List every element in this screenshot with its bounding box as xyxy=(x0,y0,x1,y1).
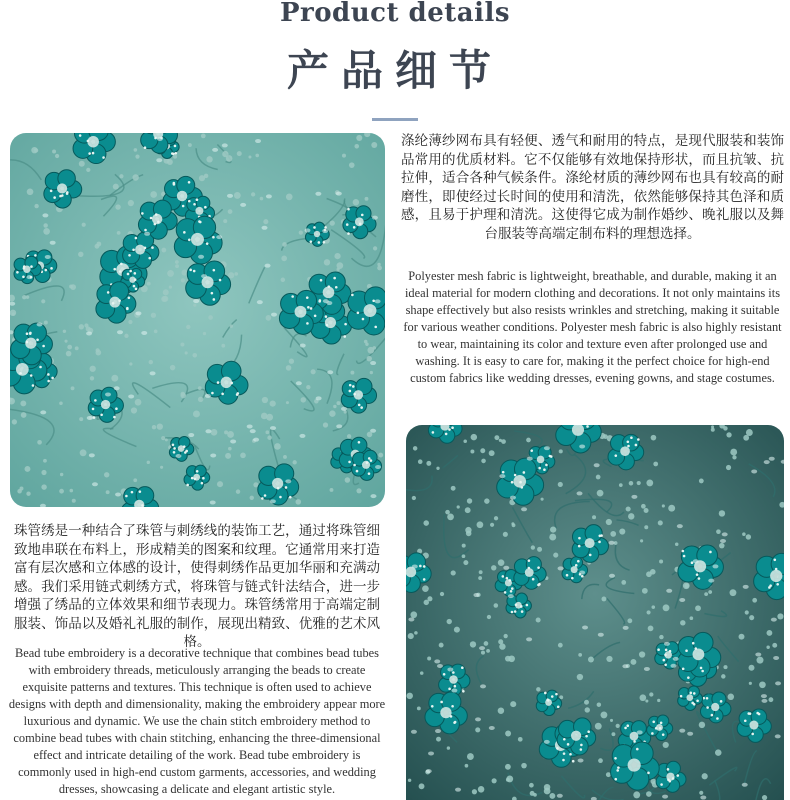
mesh-description-english: Polyester mesh fabric is lightweight, breathable, and durable, making it an ideal material for modern clothing and decorations. It not only maintains its shape effectively but also resists wrinkles and stretching, making it suitable for various weather conditions. Polyester mesh fabric is also highly resistant to wear, maintaining its color and texture even after prolonged use and washing. It is easy to care for, making it the perfect choice for high-end custom fabrics like wedding dresses, evening gowns, and stage costumes. xyxy=(403,269,782,385)
mesh-description-chinese: 涤纶薄纱网布具有轻便、透气和耐用的特点，是现代服装和装饰品常用的优质材料。它不仅能够有效地保持形状，而且抗皱、抗拉伸，适合各种气候条件。涤纶材质的薄纱网布也具有较高的耐磨性，即使经过长时间的使用和清洗，依然能够保持其色泽和质感，且易于护理和清洗。这使得它成为制作婚纱、晚礼服以及舞台服装等高端定制布料的理想选择。 xyxy=(401,133,784,242)
fabric-photo-flat xyxy=(10,133,385,507)
title-divider xyxy=(372,118,418,121)
title-chinese: 产品细节 xyxy=(286,46,503,95)
fabric-pattern-draped xyxy=(406,425,784,800)
fabric-pattern-flat xyxy=(10,133,385,507)
embroidery-description-english: Bead tube embroidery is a decorative technique that combines bead tubes with embroidery threads, meticulously arranging the beads to create exquisite patterns and textures. This technique is often used to achieve designs with depth and dimensionality, making the embroidery appear more luxurious and dynamic. We use the chain stitch embroidery method to combine bead tubes with chain stitching, enhancing the three-dimensional effect and intricate detailing of the work. Bead tube embroidery is commonly used in high-end custom garments, accessories, and wedding dresses, showcasing a delicate and elegant artistic style. xyxy=(8,646,386,796)
fabric-photo-draped xyxy=(406,425,784,800)
title-english: Product details xyxy=(279,0,511,28)
embroidery-description-chinese: 珠管绣是一种结合了珠管与刺绣线的装饰工艺，通过将珠管细致地串联在布料上，形成精美的图案和纹理。它通常用来打造富有层次感和立体感的设计，使得刺绣作品更加华丽和充满动感。我们采用链式刺绣方式，将珠管与链式针法结合，进一步增强了绣品的立体效果和细节表现力。珠管绣常用于高端定制服装、饰品以及婚礼礼服的制作，展现出精致、优雅的艺术风格。 xyxy=(14,523,380,650)
